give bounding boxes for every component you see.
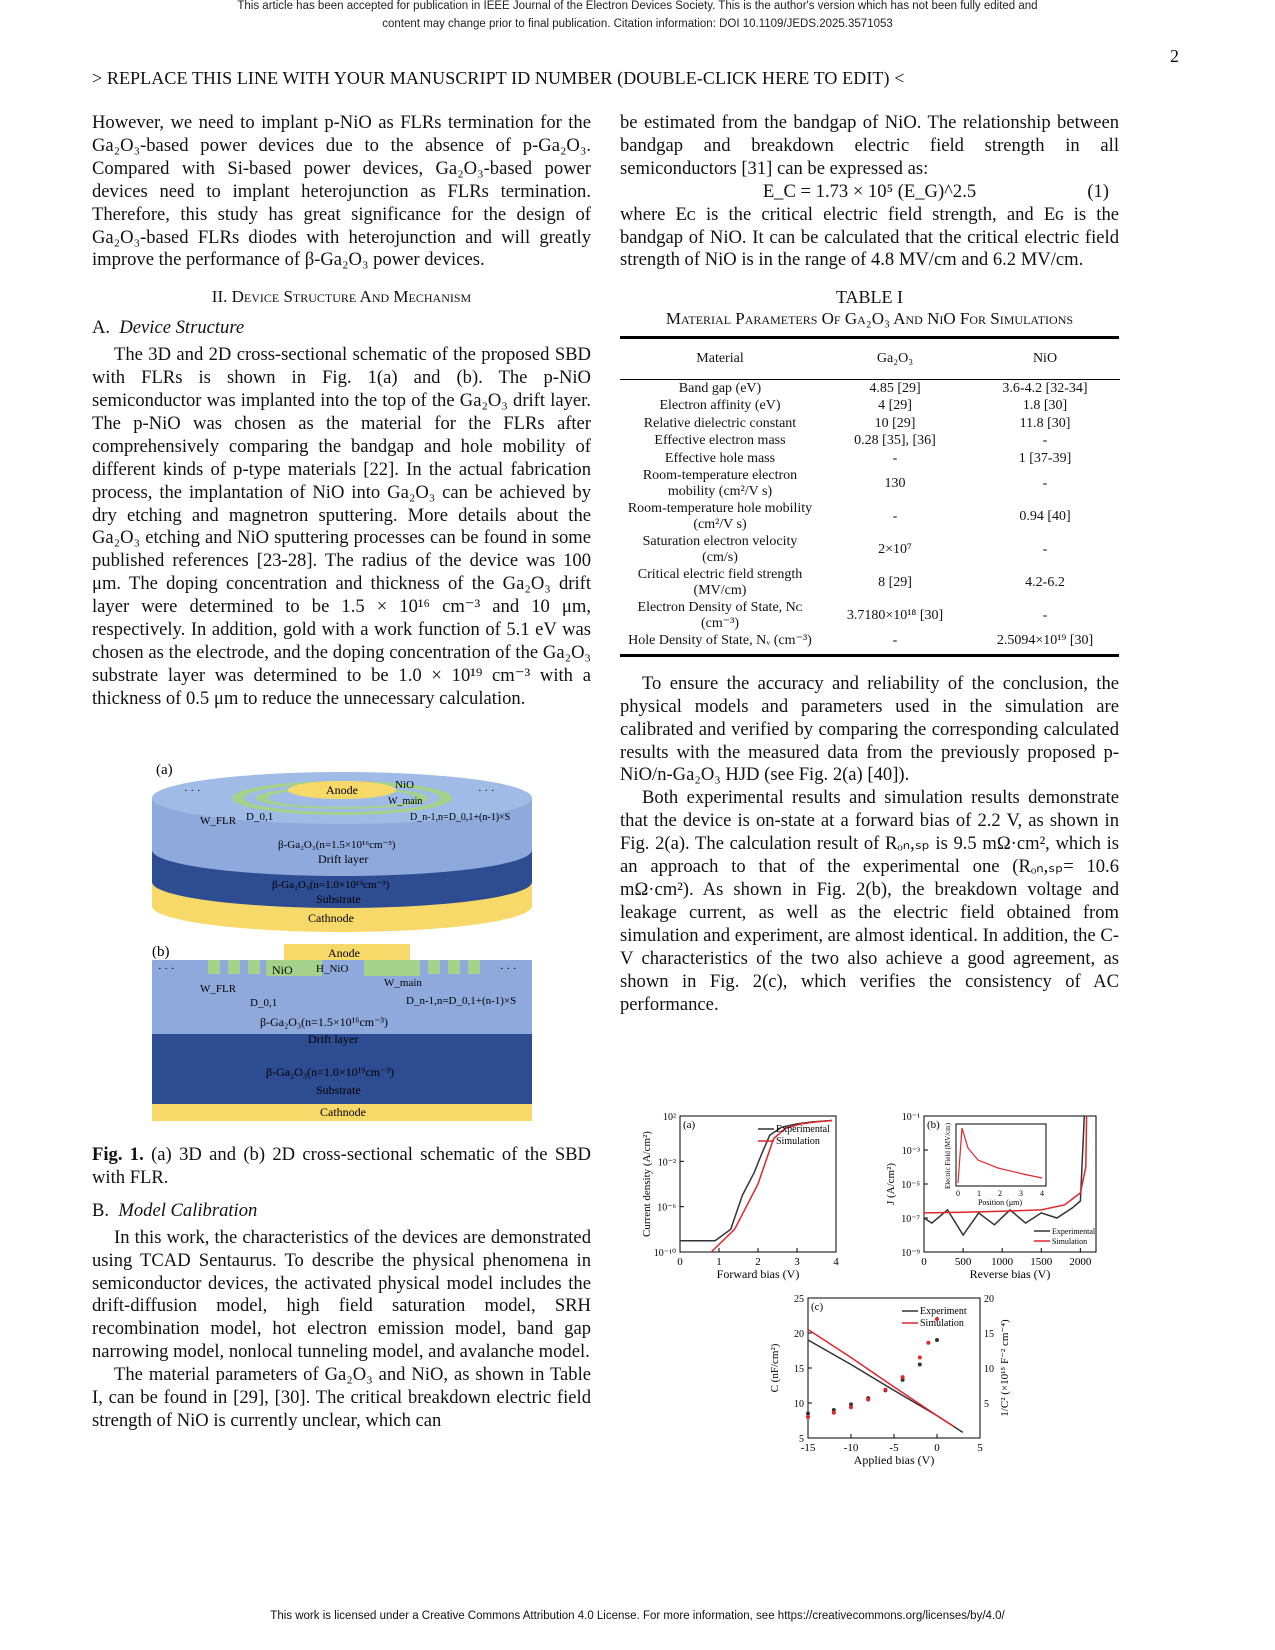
- table-cell-property: Electron Density of State, Nᴄ (cm⁻³): [637, 600, 803, 631]
- fig1a-wflr: W_FLR: [200, 815, 237, 827]
- x-tick-label: 3: [794, 1256, 800, 1268]
- structure-paragraph: The 3D and 2D cross-sectional schematic of the proposed SBD with FLRs is shown in Fig. 1(a) and (b). The p-NiO semiconductor was implanted into the top of the Ga₂O₃ drift layer. The p-NiO was chosen as the material for the FLRs after comprehensively comparing the bandgap and hole mobility of different kinds of p-type materials [22]. In the actual fabrication process, the implantation of NiO into Ga₂O₃ can be achieved by dry etching and magnetron sputtering. More details about the Ga₂O₃ etching and NiO sputtering processes can be found in some published references [23-28]. The radius of the device was 100 μm. The doping concentration and thickness of the Ga₂O₃ drift layer were determined to be 1.5 × 10¹⁶ cm⁻³ and 10 μm, respectively. In addition, gold with a work function of 5.1 eV was chosen as the electrode, and the doping concentration of the Ga₂O₃ substrate layer was determined to be 1.0 × 10¹⁹ cm⁻³ with a thickness of 0.5 μm to reduce the unnecessary calculation.: [92, 344, 591, 709]
- panel-label: (a): [683, 1119, 696, 1131]
- table-cell-nio: 1.8 [30]: [1022, 398, 1068, 414]
- inset-y-axis-label: Electric Field (MV/cm): [944, 1122, 952, 1190]
- y-tick-label: 10⁻⁵: [901, 1180, 920, 1191]
- y-tick-label: 10²: [663, 1112, 676, 1123]
- fig1b-anode: Anode: [328, 946, 360, 960]
- fig1b-hnio: H_NiO: [316, 963, 349, 975]
- fig1a-drift-doping: β-Ga₂O₃(n=1.5×10¹⁶cm⁻³): [278, 839, 396, 851]
- fig1b-cathode-label: Cathnode: [320, 1105, 366, 1119]
- data-point: [832, 1411, 836, 1415]
- table-cell-nio: -: [1042, 608, 1048, 624]
- x-axis-label: Reverse bias (V): [969, 1267, 1051, 1281]
- x-axis-label: Forward bias (V): [716, 1267, 800, 1281]
- table-cell-ga2o3: 2×10⁷: [878, 542, 912, 558]
- x-tick-label: 0: [921, 1256, 927, 1268]
- fig1a-d01: D_0,1: [246, 811, 274, 823]
- equation-number: (1): [1087, 180, 1109, 202]
- calibration-paragraph-1: In this work, the characteristics of the devices are demonstrated using TCAD Sentaurus. To describe the physical phenomena in semiconductor devices, the activated physical model includes the drift-diffusion model, high field saturation model, SRH recombination model, hot electron emission model, band gap narrowing model, nonlocal tunneling model, and avalanche model.: [92, 1226, 591, 1363]
- inset-x-tick-label: 1: [977, 1189, 981, 1198]
- table-cell-nio: 4.2-6.2: [1025, 575, 1065, 591]
- table-row: [620, 450, 1120, 468]
- table-row: [620, 415, 1120, 433]
- running-header: > REPLACE THIS LINE WITH YOUR MANUSCRIPT ID NUMBER (DOUBLE-CLICK HERE TO EDIT) <: [92, 68, 905, 88]
- table-cell-ga2o3: -: [892, 633, 898, 649]
- fig1b-wflr: W_FLR: [200, 983, 237, 995]
- fig1b-substrate-doping: β-Ga₂O₃(n=1.0×10¹⁹cm⁻³): [266, 1065, 395, 1079]
- left-column: [92, 112, 591, 711]
- banner-line-2: content may change prior to final publication. Citation information: DOI 10.1109/JEDS.2025.3571053: [382, 18, 893, 30]
- banner-line-1: This article has been accepted for publication in IEEE Journal of the Electron Devices Society. This is the author's version which has not been fully edited and: [237, 0, 1038, 12]
- table-row: [620, 432, 1120, 450]
- fig1b-label: (b): [152, 944, 170, 960]
- fig1a-drift-label: Drift layer: [318, 852, 369, 866]
- x-tick-label: 2: [755, 1256, 761, 1268]
- table-cell-property: Critical electric field strength (MV/cm): [637, 567, 803, 598]
- ensure-paragraph: To ensure the accuracy and reliability of the conclusion, the physical models and parameters used in the simulation are calibrated and verified by comparing the corresponding calculated results with the measured data from the previously proposed p-NiO/n-Ga₂O₃ HJD (see Fig. 2(a) [40]).: [620, 672, 1119, 786]
- data-point: [806, 1412, 810, 1416]
- legend-label: Simulation: [776, 1136, 820, 1147]
- x-tick-label: 1000: [991, 1256, 1014, 1268]
- fig1b-drift-label: Drift layer: [308, 1032, 359, 1046]
- fig1a-nio: NiO: [395, 779, 414, 791]
- y-axis-label: C (nF/cm²): [769, 1343, 781, 1393]
- series-line-experiment: [808, 1340, 963, 1432]
- table-bottom-rule: [620, 654, 1119, 657]
- table-cell-nio: 11.8 [30]: [1019, 415, 1071, 431]
- fig1a-wmain: W_main: [388, 796, 423, 807]
- table-cell-ga2o3: 10 [29]: [874, 415, 916, 431]
- intro-paragraph: However, we need to implant p-NiO as FLRs termination for the Ga₂O₃-based power devices due to the absence of p-Ga₂O₃. Compared with Si-based power devices, Ga₂O₃-based power devices need to implant heterojunction as FLRs termination. Therefore, this study has great significance for the design of Ga₂O₃-based FLRs diodes with heterojunction and will greatly improve the performance of β-Ga₂O₃ power devices.: [92, 112, 591, 271]
- fig1b-wmain: W_main: [384, 977, 422, 989]
- equation-body: E_C = 1.73 × 10⁵ (E_G)^2.5: [762, 180, 977, 202]
- y-tick-label: 5: [799, 1434, 804, 1445]
- y-tick-label: 10⁻³: [901, 1146, 920, 1157]
- license-footer: This work is licensed under a Creative Commons Attribution 4.0 License. For more information, see https://creativecommons.org/licenses/by/4.0/: [270, 1610, 1005, 1622]
- after-equation-paragraph: where Eᴄ is the critical electric field strength, and Eɢ is the bandgap of NiO. It can be calculated that the critical electric field strength of NiO is in the range of 4.8 MV/cm and 6.2 MV/cm.: [620, 203, 1119, 271]
- left-column-lower: [92, 1144, 591, 1433]
- y-tick-label: 10⁻⁶: [657, 1202, 676, 1214]
- data-point: [866, 1398, 870, 1402]
- fig1b-dots-left: · · ·: [158, 963, 175, 975]
- y-tick-label: 10: [794, 1399, 804, 1410]
- y-tick-label: 25: [794, 1294, 804, 1305]
- fig1b-drift-doping: β-Ga₂O₃(n=1.5×10¹⁶cm⁻³): [260, 1015, 389, 1029]
- panel-label: (b): [927, 1119, 940, 1131]
- data-point: [935, 1338, 939, 1342]
- data-point: [901, 1375, 905, 1379]
- table-cell-nio: 3.6-4.2 [32-34]: [1002, 380, 1088, 396]
- inset-x-tick-label: 2: [998, 1189, 1002, 1198]
- x-tick-label: 0: [677, 1256, 683, 1268]
- table-row: [620, 533, 1120, 566]
- table-cell-nio: -: [1042, 476, 1048, 492]
- x-tick-label: 1: [716, 1256, 722, 1268]
- x-tick-label: 4: [833, 1256, 839, 1268]
- table-row: [620, 599, 1120, 632]
- y-tick-label: 10⁻¹: [901, 1112, 920, 1123]
- table-row: [620, 379, 1120, 397]
- table-row: [620, 632, 1120, 650]
- x-tick-label: 500: [954, 1256, 972, 1268]
- table-cell-property: Effective hole mass: [664, 450, 776, 466]
- table-cell-nio: -: [1042, 542, 1048, 558]
- subsection-b-title: B. Model Calibration: [92, 1199, 258, 1221]
- both-results-paragraph: Both experimental results and simulation results demonstrate that the device is on-state at a forward bias of 2.2 V, as shown in Fig. 2(a). The calculation result of Rₒₙ,ₛₚ is 9.5 mΩ·cm², which is an approach to that of the experimental one (Rₒₙ,ₛₚ= 10.6 mΩ·cm²). As shown in Fig. 2(b), the breakdown voltage and leakage current, as well as the electric field obtained from simulation and experiment, are almost identical. In addition, the C-V characteristics of the two also achieve a good agreement, as shown in Fig. 2(c), which verifies the consistency of AC performance.: [620, 787, 1119, 1015]
- fig1a-anode: Anode: [326, 783, 358, 797]
- fig1a-label: (a): [156, 762, 173, 778]
- panel-label: (c): [811, 1301, 824, 1313]
- table-cell-ga2o3: 4 [29]: [878, 398, 912, 414]
- data-point: [926, 1341, 930, 1345]
- table-cell-ga2o3: -: [892, 509, 898, 525]
- legend-label: Experimental: [776, 1124, 830, 1135]
- table-cell-property: Room-temperature electron mobility (cm²/V s): [642, 468, 798, 499]
- x-tick-label: -5: [889, 1442, 899, 1454]
- table-cell-ga2o3: 3.7180×10¹⁸ [30]: [846, 608, 944, 624]
- table-cell-nio: 0.94 [40]: [1019, 509, 1071, 525]
- table-title: Material Parameters Of Ga₂O₃ And NiO For Simulations: [665, 309, 1074, 329]
- fig1b-dots-right: · · ·: [500, 963, 517, 975]
- fig1-schematic: [148, 758, 536, 1123]
- table-cell-property: Effective electron mass: [654, 433, 786, 449]
- table-cell-ga2o3: 0.28 [35], [36]: [854, 433, 936, 449]
- x-tick-label: 2000: [1069, 1256, 1092, 1268]
- table-cell-property: Room-temperature hole mobility (cm²/V s): [627, 501, 813, 532]
- data-point: [918, 1363, 922, 1367]
- fig1a-dots-left: · · ·: [184, 785, 201, 797]
- right-column: [620, 112, 1119, 1016]
- x-tick-label: 0: [934, 1442, 940, 1454]
- legend-label: Experimental: [1052, 1227, 1096, 1236]
- x-tick-label: 1500: [1030, 1256, 1053, 1268]
- table-cell-nio: 2.5094×10¹⁹ [30]: [996, 633, 1094, 649]
- material-parameters-table: [620, 339, 1120, 650]
- table-cell-ga2o3: 4.85 [29]: [869, 380, 921, 396]
- fig1a-dn: D_n-1,n=D_0,1+(n-1)×S: [410, 812, 511, 823]
- y-axis-label: Current density (A/cm²): [641, 1131, 653, 1237]
- table-row: [620, 566, 1120, 599]
- table-header-nio: NiO: [1032, 351, 1058, 367]
- fig1a-substrate-label: Substrate: [316, 892, 361, 906]
- inset-x-tick-label: 3: [1019, 1189, 1023, 1198]
- y-axis-label: J (A/cm²): [885, 1162, 897, 1206]
- inset-x-axis-label: Position (μm): [977, 1198, 1023, 1207]
- fig1b-substrate-label: Substrate: [316, 1083, 361, 1097]
- table-cell-ga2o3: -: [892, 450, 898, 466]
- table-cell-ga2o3: 130: [884, 476, 906, 492]
- legend-label: Simulation: [920, 1318, 964, 1329]
- y-tick-label: 15: [794, 1364, 804, 1375]
- table-header-ga2o3: Ga₂O₃: [876, 351, 914, 367]
- table-cell-property: Electron affinity (eV): [659, 398, 781, 414]
- table-header-material: Material: [696, 351, 744, 367]
- equation-1: [620, 181, 1119, 204]
- page-number: 2: [1170, 46, 1179, 66]
- inset-x-tick-label: 4: [1040, 1189, 1044, 1198]
- subsection-a-title: A. Device Structure: [92, 317, 245, 339]
- y-tick-label: 10⁻⁹: [901, 1248, 920, 1259]
- fig1a-cathode-label: Cathnode: [308, 911, 354, 925]
- x-axis-label: Applied bias (V): [853, 1453, 935, 1467]
- x-tick-label: 5: [977, 1442, 983, 1454]
- y2-axis-label: 1/C² (×10¹⁵ F⁻² cm⁻⁴): [999, 1319, 1011, 1417]
- table-cell-property: Relative dielectric constant: [643, 415, 797, 431]
- y-tick-label: 10⁻²: [657, 1157, 676, 1169]
- fig1a-substrate-doping: β-Ga₂O₃(n=1.0×10¹⁹cm⁻³): [272, 879, 390, 891]
- data-point: [883, 1388, 887, 1392]
- y-tick-label: 10⁻¹⁰: [653, 1248, 676, 1259]
- publication-banner: [0, 0, 1275, 30]
- table-row: [620, 397, 1120, 415]
- legend-label: Experiment: [920, 1306, 967, 1317]
- table-cell-property: Band gap (eV): [678, 380, 762, 396]
- y2-tick-label: 15: [984, 1329, 994, 1340]
- table-label: TABLE I: [835, 287, 904, 308]
- table-cell-property: Hole Density of State, Nᵥ (cm⁻³): [628, 633, 812, 649]
- legend-label: Simulation: [1052, 1237, 1088, 1246]
- table-cell-nio: -: [1042, 433, 1048, 449]
- series-line-simulation: [808, 1330, 954, 1427]
- data-point: [806, 1415, 810, 1419]
- inset-frame: [956, 1124, 1046, 1186]
- y-tick-label: 20: [794, 1329, 804, 1340]
- table-row: [620, 500, 1120, 533]
- y2-tick-label: 5: [984, 1399, 989, 1410]
- calibration-paragraph-2: The material parameters of Ga₂O₃ and NiO, as shown in Table I, can be found in [29], [30]. The critical breakdown electric field strength of NiO is currently unclear, which can: [92, 1364, 591, 1431]
- fig2-calibration-charts: [628, 1108, 1108, 1468]
- data-point: [849, 1405, 853, 1409]
- table-cell-property: Saturation electron velocity (cm/s): [642, 534, 798, 565]
- continuation-paragraph: be estimated from the bandgap of NiO. The relationship between bandgap and breakdown electric field strength in all semiconductors [31] can be expressed as:: [620, 112, 1119, 179]
- fig1b-dn: D_n-1,n=D_0,1+(n-1)×S: [406, 995, 517, 1007]
- fig1a-dots-right: · · ·: [478, 785, 495, 797]
- section-title: II. Device Structure And Mechanism: [211, 287, 472, 307]
- y-tick-label: 10⁻⁷: [901, 1214, 920, 1225]
- fig1b-nio: NiO: [272, 963, 293, 977]
- y2-tick-label: 10: [984, 1364, 994, 1375]
- y2-tick-label: 20: [984, 1294, 994, 1305]
- table-cell-ga2o3: 8 [29]: [878, 575, 912, 591]
- fig1-caption: Fig. 1. (a) 3D and (b) 2D cross-sectional schematic of the SBD with FLR.: [92, 1144, 591, 1188]
- x-tick-label: -15: [800, 1442, 816, 1454]
- fig1b-d01: D_0,1: [250, 997, 278, 1009]
- inset-x-tick-label: 0: [956, 1189, 960, 1198]
- table-cell-nio: 1 [37-39]: [1018, 450, 1072, 466]
- x-tick-label: -10: [843, 1442, 859, 1454]
- data-point: [918, 1356, 922, 1360]
- table-row: [620, 467, 1120, 500]
